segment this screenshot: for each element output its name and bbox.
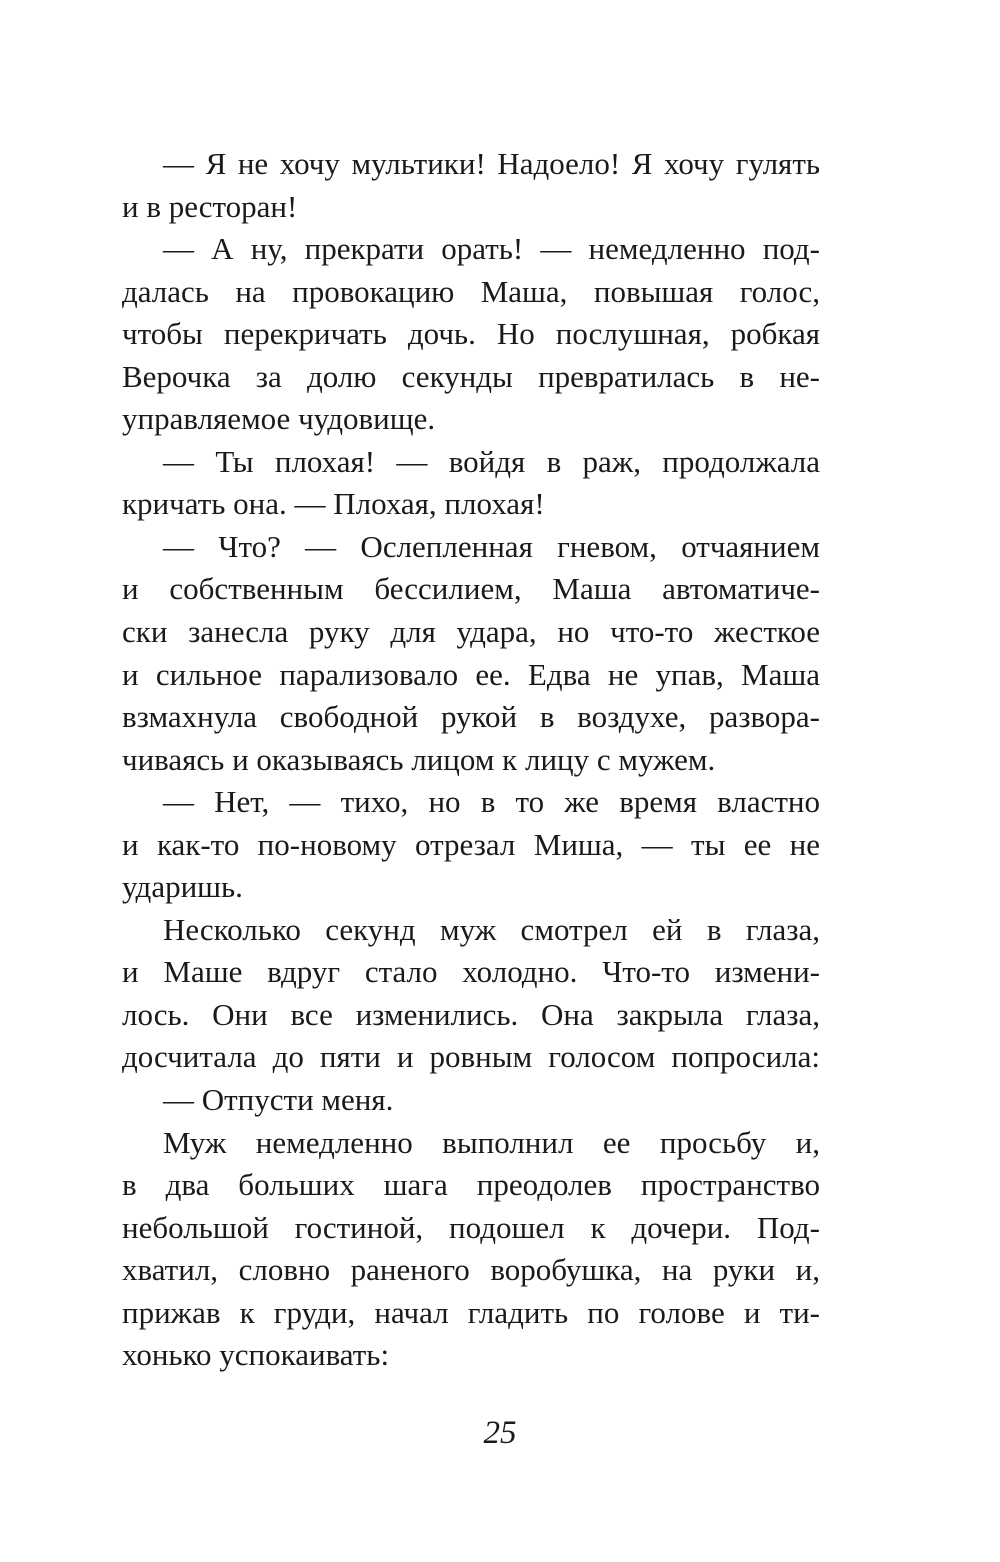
text-line: Верочка за долю секунды превратилась в не-: [122, 358, 820, 394]
text-line: — А ну, прекрати орать! — немедленно под-: [163, 231, 820, 267]
text-line: ударишь.: [122, 869, 243, 905]
text-line: в два больших шага преодолев пространство: [122, 1167, 820, 1203]
text-line: ски занесла руку для удара, но что-то жесткое: [122, 614, 820, 650]
text-line: — Ты плохая! — войдя в раж, продолжала: [163, 443, 820, 479]
text-line: управляемое чудовище.: [122, 401, 436, 437]
text-line: Муж немедленно выполнил ее просьбу и,: [163, 1124, 820, 1160]
text-line: и собственным бессилием, Маша автоматиче-: [122, 571, 820, 607]
page-number: 25: [483, 1415, 517, 1451]
text-line: — Нет, — тихо, но в то же время властно: [163, 784, 820, 820]
text-line: — Я не хочу мультики! Надоело! Я хочу гулять: [163, 146, 820, 181]
text-line: досчитала до пяти и ровным голосом попросила:: [122, 1039, 820, 1075]
text-line: лось. Они все изменились. Она закрыла глаза,: [122, 996, 820, 1032]
text-line: чиваясь и оказываясь лицом к лицу с мужем.: [122, 741, 716, 777]
text-line: хонько успокаивать:: [122, 1337, 390, 1373]
text-line: и в ресторан!: [122, 188, 298, 224]
text-line: и как-то по-новому отрезал Миша, — ты ее не: [122, 826, 820, 862]
body-text: [122, 143, 820, 1377]
text-line: небольшой гостиной, подошел к дочери. Под-: [122, 1209, 820, 1245]
text-line: взмахнула свободной рукой в воздухе, развора-: [122, 699, 820, 735]
text-line: — Отпусти меня.: [163, 1082, 394, 1118]
text-line: хватил, словно раненого воробушка, на руки и,: [122, 1252, 820, 1288]
text-line: — Что? — Ослепленная гневом, отчаянием: [163, 528, 820, 564]
text-line: и сильное парализовало ее. Едва не упав, Маша: [122, 656, 820, 692]
text-line: кричать она. — Плохая, плохая!: [122, 486, 545, 522]
text-line: прижав к груди, начал гладить по голове и ти-: [122, 1294, 820, 1330]
text-line: Несколько секунд муж смотрел ей в глаза,: [163, 911, 820, 947]
text-line: и Маше вдруг стало холодно. Что-то измени-: [122, 954, 820, 990]
text-line: далась на провокацию Маша, повышая голос,: [122, 273, 820, 309]
text-line: чтобы перекричать дочь. Но послушная, робкая: [122, 316, 820, 352]
